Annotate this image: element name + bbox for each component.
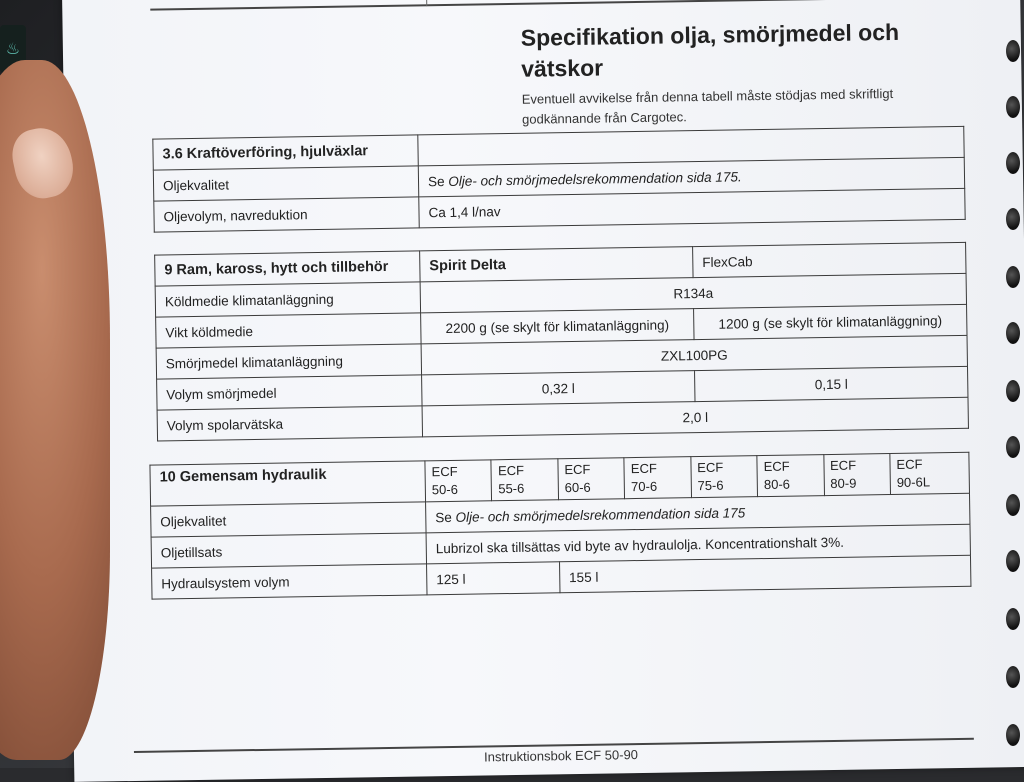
- row-value-flexcab: 1200 g (se skylt för klimatanläggning): [694, 304, 967, 339]
- model-prefix: ECF: [829, 457, 857, 473]
- row-value: Lubrizol ska tillsättas vid byte av hydraulolja. Koncentrationshalt 3%.: [426, 524, 970, 564]
- model-column-header: [890, 452, 970, 494]
- section-title: 3.6 Kraftöverföring, hjulväxlar: [153, 135, 418, 170]
- column-header-flexcab: FlexCab: [693, 242, 966, 277]
- row-label: Smörjmedel klimatanläggning: [156, 344, 421, 379]
- row-value: Ca 1,4 l/nav: [419, 188, 965, 228]
- value-reference: Olje- och smörjmedelsrekommendation sida 175: [455, 504, 746, 525]
- section-title: 9 Ram, kaross, hytt och tillbehör: [155, 251, 420, 286]
- table-transmission: [152, 126, 965, 233]
- model-column-header: [491, 459, 558, 501]
- model-prefix: ECF: [431, 463, 458, 480]
- binder-ring-icon: [1006, 550, 1020, 572]
- binder-ring-icon: [1006, 380, 1020, 402]
- model-variant: 50-6: [431, 481, 459, 498]
- model-column-header: [691, 456, 758, 498]
- row-label: Volym smörjmedel: [157, 375, 422, 410]
- rear-defrost-icon: ♨: [0, 25, 26, 73]
- top-rule-tick: [426, 0, 427, 6]
- model-column-header: [757, 455, 824, 497]
- model-column-header: [823, 454, 890, 496]
- row-label: Oljekvalitet: [153, 166, 418, 201]
- row-value-spirit-delta: 2200 g (se skylt för klimatanläggning): [421, 309, 694, 344]
- row-label: Oljekvalitet: [151, 502, 426, 537]
- binder-ring-icon: [1006, 724, 1020, 746]
- row-value-spirit-delta: 0,32 l: [422, 371, 695, 406]
- binder-ring-icon: [1006, 208, 1020, 230]
- binder-ring-icon: [1006, 322, 1020, 344]
- row-value-flexcab: 0,15 l: [695, 366, 968, 401]
- page-title: Specifikation olja, smörjmedel och vätskor: [520, 18, 900, 82]
- row-value: 2,0 l: [422, 397, 968, 437]
- row-label: Oljevolym, navreduktion: [154, 197, 419, 232]
- model-variant: 90-6L: [896, 474, 931, 490]
- model-variant: 80-9: [830, 475, 857, 491]
- row-label: Köldmedie klimatanläggning: [155, 282, 420, 317]
- value-reference: Olje- och smörjmedelsrekommendation sida 175.: [448, 168, 742, 189]
- value-prefix: Se: [427, 173, 449, 189]
- column-header-spirit-delta: Spirit Delta: [420, 247, 693, 282]
- model-variant: 75-6: [697, 477, 724, 494]
- binder-ring-icon: [1006, 494, 1020, 516]
- row-label: Oljetillsats: [151, 533, 426, 568]
- row-value: R134a: [420, 273, 966, 313]
- model-prefix: ECF: [697, 459, 724, 476]
- manual-page: [62, 0, 1024, 782]
- model-prefix: ECF: [564, 461, 591, 478]
- row-label: Volym spolarvätska: [157, 406, 422, 441]
- row-value: ZXL100PG: [421, 335, 967, 375]
- model-prefix: ECF: [896, 456, 923, 472]
- binder-ring-icon: [1006, 666, 1020, 688]
- binder-ring-icon: [1006, 152, 1020, 174]
- model-column-header: [624, 457, 691, 499]
- model-prefix: ECF: [630, 460, 657, 477]
- binder-ring-icon: [1006, 608, 1020, 630]
- footer-title: Instruktionsbok ECF 50-90: [483, 747, 639, 765]
- section-title: 10 Gemensam hydraulik: [150, 461, 426, 506]
- model-variant: 70-6: [630, 478, 658, 495]
- row-value-group-b: 155 l: [559, 555, 971, 592]
- model-prefix: ECF: [497, 462, 525, 479]
- binder-rings: [1002, 0, 1020, 768]
- model-variant: 80-6: [763, 476, 791, 493]
- model-prefix: ECF: [763, 458, 790, 475]
- row-label: Vikt köldmedie: [156, 313, 421, 348]
- deviation-note: Eventuell avvikelse från denna tabell måste stödjas med skriftligt godkännande från Cargotec.: [521, 85, 894, 127]
- binder-ring-icon: [1006, 436, 1020, 458]
- binder-ring-icon: [1006, 266, 1020, 288]
- model-column-header: [425, 460, 492, 502]
- table-common-hydraulics: [149, 452, 971, 600]
- model-variant: 55-6: [498, 480, 525, 497]
- binder-ring-icon: [1006, 40, 1020, 62]
- model-column-header: [558, 458, 625, 500]
- row-label: Hydraulsystem volym: [152, 564, 427, 599]
- page-content: [62, 0, 1024, 782]
- table-frame-body-cab: [154, 242, 969, 442]
- row-value-group-a: 125 l: [427, 562, 560, 595]
- top-rule: [150, 0, 960, 11]
- binder-ring-icon: [1006, 96, 1020, 118]
- model-variant: 60-6: [564, 479, 591, 496]
- value-prefix: Se: [435, 509, 456, 525]
